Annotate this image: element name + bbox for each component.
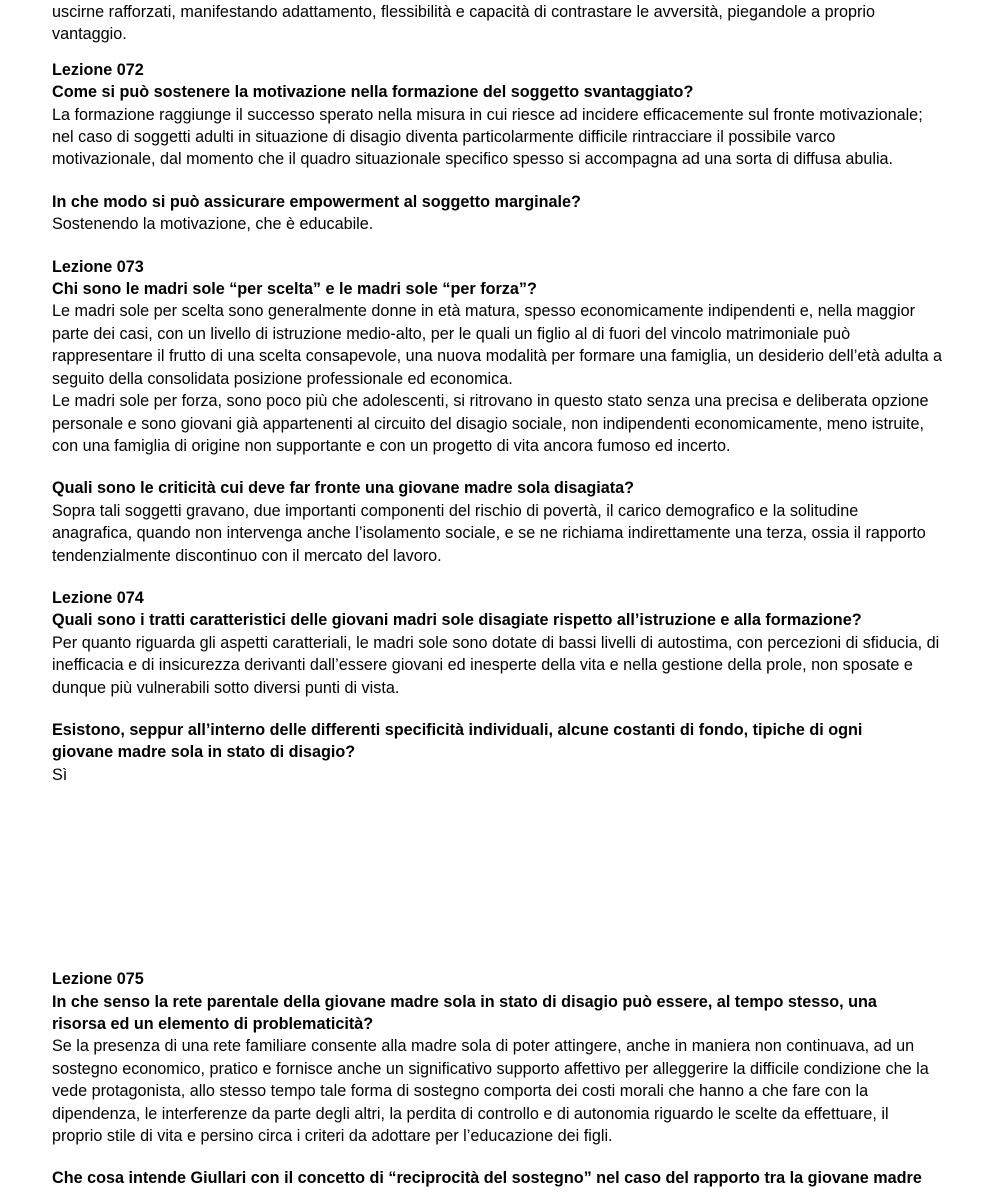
spacer	[52, 457, 942, 477]
question: In che senso la rete parentale della giovane madre sola in stato di disagio può essere, al tempo stesso, una risorsa ed un elemento di problematicità?	[52, 992, 877, 1033]
intro-continuation: uscirne rafforzati, manifestando adattamento, flessibilità e capacità di contrastare le avversità, piegandole a proprio vantaggio.	[52, 3, 876, 44]
lesson-heading: Lezione 072	[52, 60, 144, 79]
spacer	[52, 236, 942, 256]
question: Che cosa intende Giullari con il concetto di “reciprocità del sostegno” nel caso del rapporto tra la giovane madre	[52, 1169, 922, 1188]
lesson-heading: Lezione 075	[52, 970, 144, 989]
question: Chi sono le madri sole “per scelta” e le madri sole “per forza”?	[52, 280, 537, 299]
spacer	[52, 699, 942, 719]
answer: Sostenendo la motivazione, che è educabile.	[52, 215, 374, 234]
spacer	[52, 567, 942, 587]
question: In che modo si può assicurare empowerment al soggetto marginale?	[52, 192, 581, 211]
answer: Per quanto riguarda gli aspetti caratteriali, le madri sole sono dotate di bassi livelli di autostima, con percezioni di sfiducia, di inefficacia e di insicurezza derivanti dall’essere giovani ed inesperte della vita e nella gestione della prole, non sposate e dunque più vulnerabili sotto diversi punti di vista.	[52, 633, 940, 697]
answer: Sì	[52, 765, 68, 784]
answer: La formazione raggiunge il successo sperato nella misura in cui riesce ad incidere efficacemente sul fronte motivazionale; nel caso di soggetti adulti in situazione di disagio diventa particolarmente difficile rintracciare il possibile varco motivazionale, dal momento che il quadro situazionale specifico spesso si accompagna ad una sorta di diffusa abulia.	[52, 105, 923, 169]
spacer	[52, 171, 942, 191]
answer: Sopra tali soggetti gravano, due importanti componenti del rischio di povertà, il carico demografico e la solitudine anagrafica, quando non intervenga anche l’isolamento sociale, e se ne richiama indirettamente una terza, ossia il rapporto tendenzialmente discontinuo con il mercato del lavoro.	[52, 501, 926, 565]
spacer	[52, 46, 942, 59]
question: Quali sono i tratti caratteristici delle giovani madri sole disagiate rispetto all’istruzione e alla formazione?	[52, 611, 862, 630]
question: Quali sono le criticità cui deve far fronte una giovane madre sola disagiata?	[52, 479, 635, 498]
lesson-heading: Lezione 073	[52, 257, 144, 276]
document-page	[52, 0, 942, 1190]
spacer	[52, 1147, 942, 1167]
answer: Se la presenza di una rete familiare consente alla madre sola di poter attingere, anche in maniera non continuava, ad un sostegno economico, pratico e fornisce anche un significativo supporto affettivo per alleggerire la difficile condizione che la vede protagonista, allo stesso tempo tale forma di sostegno comporta dei costi morali che hanno a che fare con la dipendenza, le interferenze da parte degli altri, la perdita di controllo e di autonomia riguardo le scelte da effettuare, il proprio stile di vita e persino circa i criteri da adottare per l’educazione dei figli.	[52, 1037, 929, 1146]
answer: Le madri sole per forza, sono poco più che adolescenti, si ritrovano in questo stato senza una precisa e deliberata opzione personale e sono giovani già appartenenti al circuito del disagio sociale, non indipendenti economicamente, meno istruite, con una famiglia di origine non supportante e con un progetto di vita ancora fumoso ed incerto.	[52, 392, 929, 455]
spacer	[52, 786, 942, 968]
question: Come si può sostenere la motivazione nella formazione del soggetto svantaggiato?	[52, 83, 694, 102]
lesson-heading: Lezione 074	[52, 588, 144, 607]
answer: Le madri sole per scelta sono generalmente donne in età matura, spesso economicamente indipendenti e, nella maggior parte dei casi, con un livello di istruzione medio-alto, per le quali un figlio al di fuori del vincolo matrimoniale può rappresentare il frutto di una scelta consapevole, una nuova modalità per formare una famiglia, un desiderio dell’età adulta a seguito della consolidata posizione professionale ed economica.	[52, 302, 942, 388]
question: Esistono, seppur all’interno delle differenti specificità individuali, alcune costanti di fondo, tipiche di ogni giovane madre sola in stato di disagio?	[52, 720, 863, 762]
